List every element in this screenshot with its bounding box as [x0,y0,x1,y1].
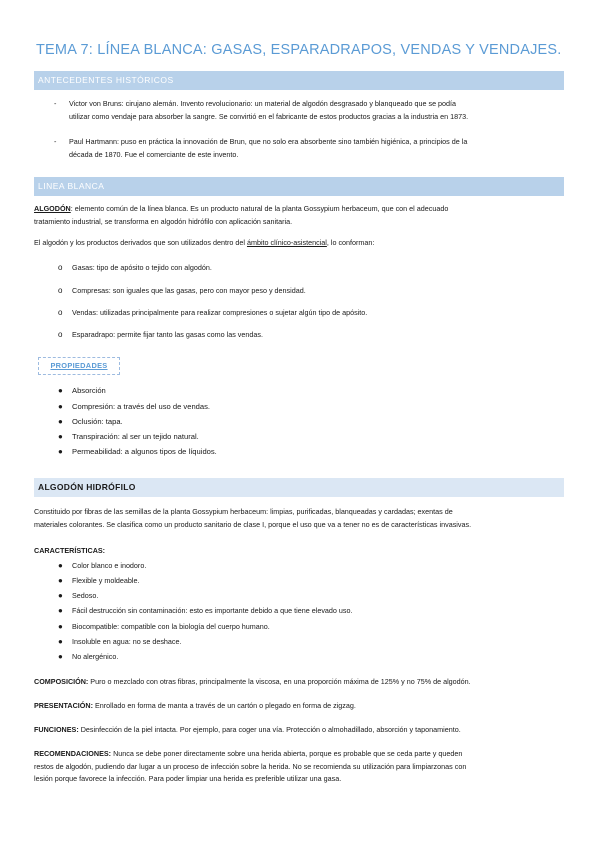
presentacion-paragraph: PRESENTACIÓN: Enrollado en forma de manta a través de un cartón o plegado en forma de zigzag. [34,701,356,710]
list-item-marker: o [58,263,63,272]
list-item-line: Victor von Bruns: cirujano alemán. Invento revolucionario: un material de algodón desgrasado y blanqueado que se podía [69,99,457,108]
list-item: Transpiración: al ser un tejido natural. [72,432,199,441]
list-item-line: Paul Hartmann: puso en práctica la innovación de Brun, que no solo era absorbente sino también higiénica, a principios de la [69,137,468,146]
funciones-paragraph: FUNCIONES: Desinfección de la piel intacta. Por ejemplo, para coger una vía. Protección o almohadillado, absorción y taponamiento. [34,725,461,734]
list-item: Fácil destrucción sin contaminación: esto es importante debido a que tiene elevado uso. [72,606,353,615]
list-item: Compresión: a través del uso de vendas. [72,402,211,411]
list-item: Gasas: tipo de apósito o tejido con algodón. [72,263,212,272]
list-item: Biocompatible: compatible con la biología del cuerpo humano. [72,622,270,631]
ambito-clinico-link: ámbito clínico-asistencial [246,238,327,247]
list-item: Oclusión: tapa. [72,417,123,426]
list-item: Color blanco e inodoro. [72,561,147,570]
list-item [69,98,569,123]
list-item-marker: - [54,137,57,146]
bullet-icon: ● [58,652,63,661]
list-item-marker: o [58,330,63,339]
algodon-label: ALGODÓN [34,204,71,213]
algodon-text-line2: tratamiento industrial, se transforma en algodón hidrófilo con aplicación sanitaria. [34,216,293,226]
list-item-marker: o [58,308,63,317]
bullet-icon: ● [58,432,63,441]
bullet-icon: ● [58,447,63,456]
list-item-line: utilizar como vendaje para absorber la sangre. Se convirtió en el fabricante de estos productos gracias a la industria en 1873. [69,111,469,121]
list-item: Absorción [72,386,106,395]
list-item: No alergénico. [72,652,119,661]
list-item: Permeabilidad: a algunos tipos de líquidos. [72,447,217,456]
bullet-icon: ● [58,417,63,426]
list-item: Esparadrapo: permite fijar tanto las gasas como las vendas. [72,330,263,339]
propiedades-header: PROPIEDADES [38,357,120,375]
list-item: Vendas: utilizadas principalmente para realizar compresiones o sujetar algún tipo de apósito. [72,308,368,317]
bullet-icon: ● [58,637,63,646]
list-item-marker: o [58,286,63,295]
section-header-linea-blanca: LINEA BLANCA [34,177,564,196]
section-header-antecedentes: ANTECEDENTES HISTÓRICOS [34,71,564,90]
composicion-paragraph: COMPOSICIÓN: Puro o mezclado con otras fibras, principalmente la viscosa, en una proporción máxima de 125% y no 75% de algodón. [34,677,471,686]
bullet-icon: ● [58,622,63,631]
page-title: TEMA 7: LÍNEA BLANCA: GASAS, ESPARADRAPOS, VENDAS Y VENDAJES. [36,42,562,58]
list-item [69,136,569,161]
list-item: Sedoso. [72,591,99,600]
algodon-definition [34,203,564,228]
bullet-icon: ● [58,561,63,570]
list-item-marker: - [54,99,57,108]
bullet-icon: ● [58,386,63,395]
caracteristicas-heading: CARACTERÍSTICAS: [34,546,106,555]
list-item-line: década de 1870. Fue el comerciante de este invento. [69,149,239,159]
algodon-text: : elemento común de la línea blanca. Es un producto natural de la planta Gossypium herbaceum, que con el adecuado [70,204,449,213]
bullet-icon: ● [58,576,63,585]
recomendaciones-paragraph: RECOMENDACIONES: Nunca se debe poner directamente sobre una herida abierta, porque es probable que se ceda parte y queden restos de algodón, pudiendo dar lugar a un proceso de infección sobre la herida. No se recomienda su utilización para limpiarzonas con lesión porque favorece la infección. Para poder limpiar una herida es preferible utilizar una gasa. [34,749,467,783]
bullet-icon: ● [58,402,63,411]
bullet-icon: ● [58,606,63,615]
algodon-hidrofilo-intro: Constituido por fibras de las semillas de la planta Gossypium herbaceum: limpias, purificadas, blanqueadas y cardadas; exentas de materiales colorantes. Se clasifica como un producto sanitario de clase I, porque el uso que va a tener no es de características invasivas. [34,507,472,529]
bullet-icon: ● [58,591,63,600]
list-item: Insoluble en agua: no se deshace. [72,637,182,646]
list-item: Compresas: son iguales que las gasas, pero con mayor peso y densidad. [72,286,306,295]
section-header-algodon-hidrofilo: ALGODÓN HIDRÓFILO [34,478,564,497]
list-item: Flexible y moldeable. [72,576,140,585]
linea-blanca-intro: El algodón y los productos derivados que son utilizados dentro del ámbito clínico-asistencial, lo conforman: [34,238,375,247]
